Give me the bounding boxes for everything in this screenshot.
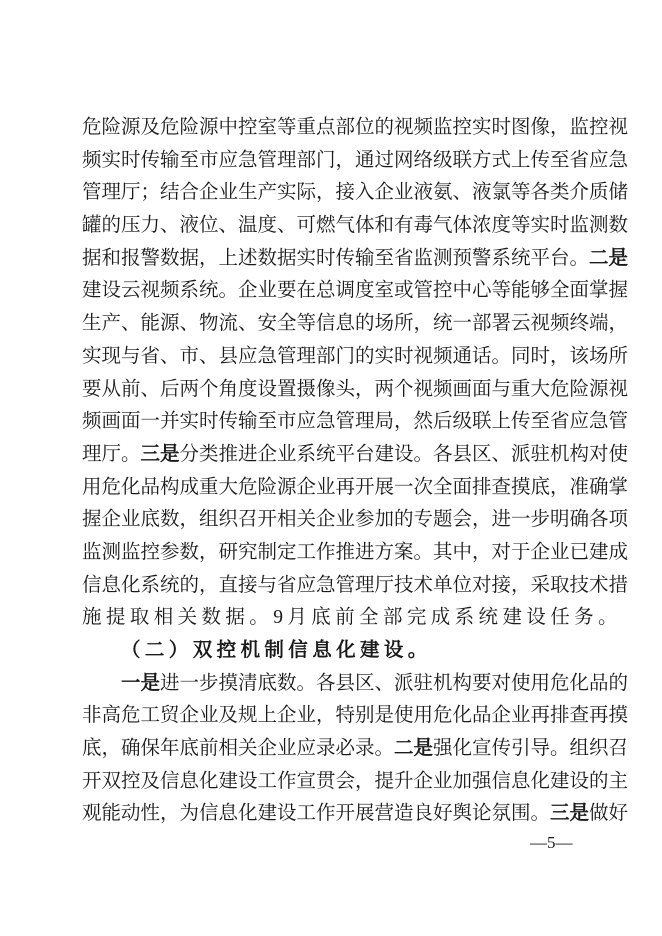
bold-text: 三是 (140, 443, 180, 465)
text-run: 建设云视频系统。企业要在总调度室或管控中心等能够全面掌握 (82, 280, 629, 302)
text-run: 做好 (589, 803, 629, 825)
text-line (82, 145, 629, 178)
bold-text: （二）双控机制信息化建设。 (121, 640, 432, 661)
text-line (82, 308, 629, 341)
bold-text: 二是 (589, 247, 629, 269)
text-line (82, 798, 629, 831)
document-body (82, 112, 629, 831)
text-run: 用危化品构成重大危险源企业再开展一次全面排查摸底，准确掌 (82, 476, 629, 498)
text-run: 频实时传输至市应急管理部门，通过网络级联方式上传至省应急 (82, 149, 629, 171)
text-line (82, 472, 629, 505)
text-line (82, 243, 629, 276)
text-run: 据和报警数据，上述数据实时传输至省监测预警系统平台。 (82, 247, 590, 269)
page-number: —5— (530, 833, 573, 852)
text-run: 进一步摸清底数。各县区、派驻机构要对使用危化品的 (160, 672, 629, 694)
text-run: 生产、能源、物流、安全等信息的场所，统一部署云视频终端， (82, 313, 629, 335)
text-line (82, 112, 629, 145)
text-line (82, 275, 629, 308)
text-run: 强化宣传引导。组织召 (433, 738, 629, 760)
bold-text: 一是 (121, 672, 161, 694)
text-line (82, 570, 629, 603)
section-heading (82, 635, 584, 668)
text-run: 管理厅；结合企业生产实际，接入企业液氨、液氯等各类介质储 (82, 182, 629, 204)
text-line (82, 700, 629, 733)
text-run: 底，确保年底前相关企业应录必录。 (82, 738, 395, 760)
text-run: 监测监控参数，研究制定工作推进方案。其中，对于企业已建成 (82, 541, 629, 563)
text-line (82, 374, 629, 407)
text-run: 非高危工贸企业及规上企业，特别是使用危化品企业再排查再摸 (82, 705, 629, 727)
text-run: 罐的压力、液位、温度、可燃气体和有毒气体浓度等实时监测数 (82, 215, 629, 237)
text-run: 实现与省、市、县应急管理部门的实时视频通话。同时，该场所 (82, 345, 629, 367)
text-line (82, 439, 629, 472)
text-line (82, 602, 622, 635)
text-run: 开双控及信息化建设工作宣贯会，提升企业加强信息化建设的主 (82, 770, 629, 792)
text-line (82, 668, 629, 701)
text-line (82, 537, 629, 570)
text-line (82, 733, 629, 766)
text-run: 握企业底数，组织召开相关企业参加的专题会，进一步明确各项 (82, 509, 629, 531)
text-line (82, 210, 629, 243)
text-line (82, 341, 629, 374)
text-run: 分类推进企业系统平台建设。各县区、派驻机构对使 (179, 443, 629, 465)
text-line (82, 406, 629, 439)
text-line (82, 504, 629, 537)
text-run: 危险源及危险源中控室等重点部位的视频监控实时图像，监控视 (82, 117, 629, 138)
bold-text: 三是 (550, 803, 590, 825)
text-run: 施提取相关数据。9月底前全部完成系统建设任务。 (82, 607, 622, 629)
text-run: 观能动性，为信息化建设工作开展营造良好舆论氛围。 (82, 803, 551, 825)
text-run: 理厅。 (82, 443, 141, 465)
bold-text: 二是 (394, 738, 434, 760)
text-run: 要从前、后两个角度设置摄像头，两个视频画面与重大危险源视 (82, 378, 629, 400)
text-line (82, 177, 629, 210)
text-run: 信息化系统的，直接与省应急管理厅技术单位对接，采取技术措 (82, 574, 629, 596)
text-run: 频画面一并实时传输至市应急管理局，然后级联上传至省应急管 (82, 411, 629, 433)
text-line (82, 766, 629, 799)
